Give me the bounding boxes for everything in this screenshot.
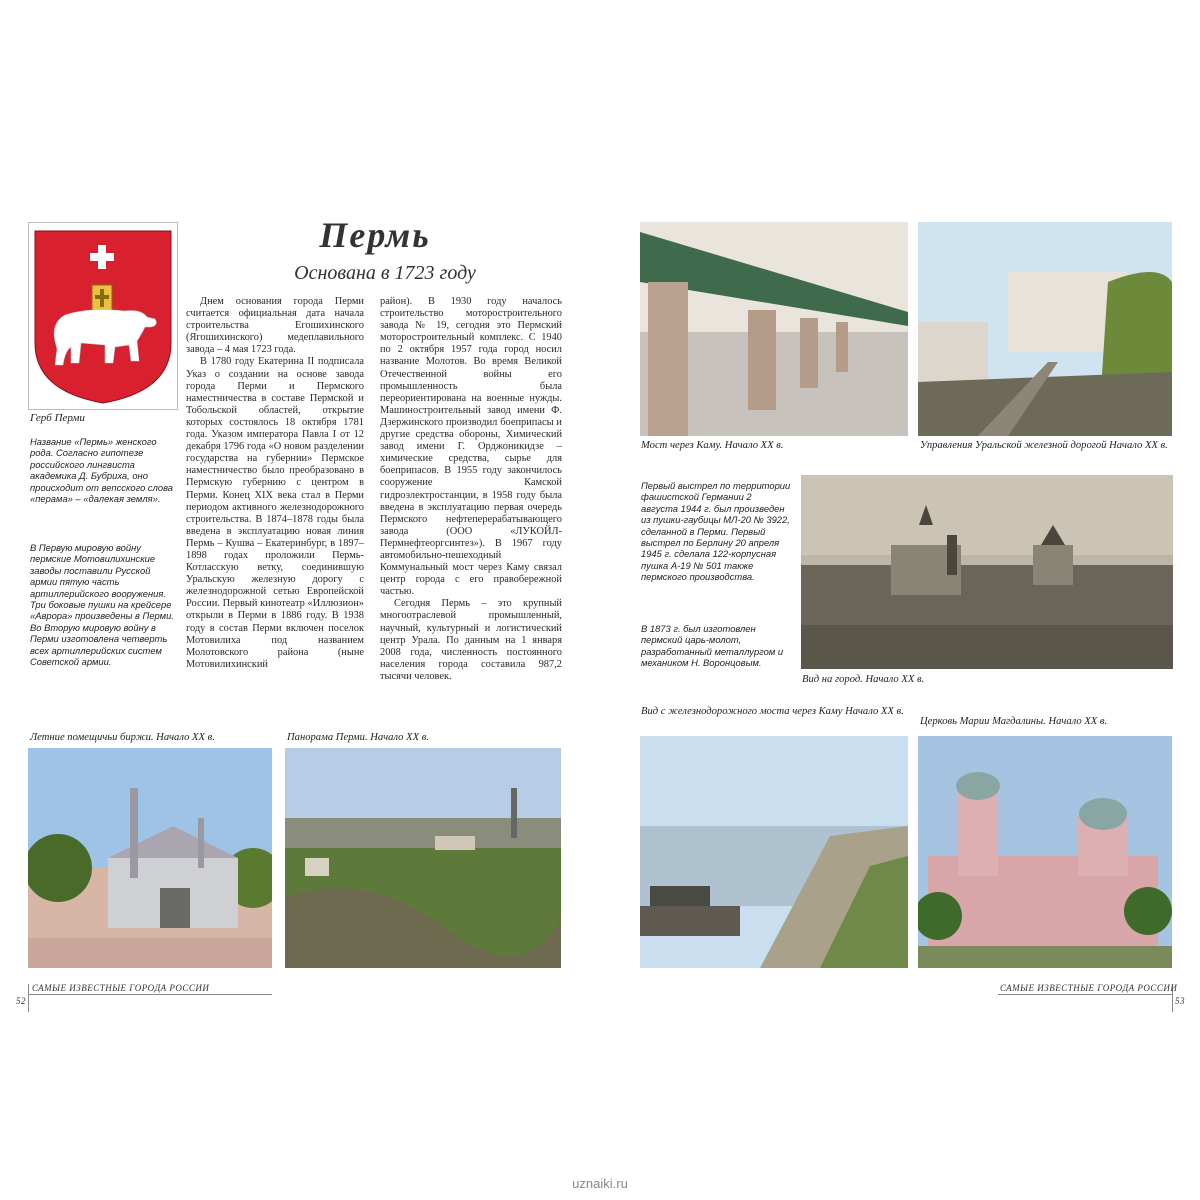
photo-pavilion — [28, 748, 272, 968]
photo-caption-panorama: Панорама Перми. Начало XX в. — [287, 732, 429, 743]
photo-church — [918, 736, 1172, 968]
footer-book-title-left: САМЫЕ ИЗВЕСТНЫЕ ГОРОДА РОССИИ — [32, 983, 210, 993]
body-column-1 — [186, 296, 364, 671]
photo-city-view — [801, 475, 1173, 669]
body-paragraph: район). В 1930 году началось строительство моторостроительного завода № 19, сегодня это Пермский моторостроительный комплекс. С 1940 по 2 октября 1957 года город носил название Молотов. Во время Великой Отечественной войны его промышленность была переориентирована на военные нужды. Машиностроительный завод имени Ф. Дзержинского производил боеприпасы и другие средства обороны, Химический завод имени Г. Орджоникидзе – химические средства, сырье для боеприпасов. В 1955 году закончилось сооружение Камской гидроэлектростанции, в 1958 году была введена в эксплуатацию первая очередь Пермского нефтеперерабатывающего завода (ООО «ЛУКОЙЛ-Пермнефтеоргсинтез»). В 1967 году автомобильно-пешеходный Коммунальный мост через Каму связал центр города с его правобережной частью. — [380, 296, 562, 598]
right-note-tsar-hammer: В 1873 г. был изготовлен пермский царь-молот, разработанный металлургом и механиком Н. Воронцовым. — [641, 623, 784, 669]
side-note-name-origin: Название «Пермь» женского рода. Согласно гипотезе российского лингвиста академика Д. Бубриха, оно происходит от вепсского слова «перама» – «далекая земля». — [30, 436, 174, 505]
photo-panorama — [285, 748, 561, 968]
coat-of-arms-image — [28, 222, 178, 410]
footer-page-number-right: 53 — [1175, 996, 1185, 1006]
footer-rule-right — [998, 994, 1172, 995]
page-subtitle: Основана в 1723 году — [294, 262, 476, 284]
photo-caption-bridge: Мост через Каму. Начало XX в. — [641, 440, 784, 451]
footer-rule-left — [28, 994, 272, 995]
photo-bridge — [640, 222, 908, 436]
photo-river-view — [640, 736, 908, 968]
body-paragraph: Сегодня Пермь – это крупный многоотраслевой промышленный, научный, культурный и логистический центр Урала. По данным на 1 января 2008 года, численность постоянного населения города составила 987,2 тысячи человек. — [380, 598, 562, 682]
page-title: Пермь — [319, 215, 431, 255]
body-paragraph: Днем основания города Перми считается официальная дата начала строительства Егошихинского (Ягошихинского) медеплавильного завода – 4 мая 1723 года. — [186, 296, 364, 356]
footer-vrule-left — [28, 984, 29, 1012]
body-paragraph: В 1780 году Екатерина II подписала Указ о создании на основе завода города Перми и Пермского наместничества в составе Пермской и Тобольской областей, открытие которых состоялось 18 октября 1781 года. Указом императора Павла I от 12 декабря 1796 года «О новом разделении государства на губернии» Пермское наместничество было преобразовано в Пермскую губернию с центром в Перми. Конец XIX века стал в Перми периодом активного железнодорожного строительства. В 1874–1878 годы была введена в эксплуатацию новая линия Пермь – Кушва – Екатеринбург, в 1897–1898 годах проложили Пермь-Котласскую ветку, соединившую Уральскую железную дорогу с железнодорожной сетью Европейской России. Первый кинотеатр «Иллюзион» открыли в Перми в 1886 году. В 1938 году в состав Перми включен поселок Мотовилиха под названием Молотовского района (ныне Мотовилихинский — [186, 356, 364, 670]
photo-caption-river-view: Вид с железнодорожного моста через Каму Начало XX в. — [641, 706, 904, 717]
photo-caption-railway-admin: Управления Уральской железной дорогой Начало XX в. — [920, 440, 1168, 451]
photo-caption-church: Церковь Марии Магдалины. Начало XX в. — [920, 716, 1108, 727]
right-note-first-shot: Первый выстрел по территории фашистской Германии 2 августа 1944 г. был произведен из пушки-гаубицы МЛ-20 № 3922, сделанной в Перми. Первый выстрел по Берлину 20 апреля 1945 г. сделала 122-корпусная пушка А-19 № 501 также пермского производства. — [641, 480, 791, 583]
coat-of-arms-caption: Герб Перми — [30, 412, 85, 424]
photo-caption-city-view: Вид на город. Начало XX в. — [802, 674, 925, 685]
body-column-2 — [380, 296, 562, 683]
photo-caption-pavilion: Летние помещичьи биржи. Начало XX в. — [30, 732, 215, 743]
footer-book-title-right: САМЫЕ ИЗВЕСТНЫЕ ГОРОДА РОССИИ — [1000, 983, 1178, 993]
side-note-artillery: В Первую мировую войну пермские Мотовилихинские заводы поставили Русской армии пятую часть артиллерийского вооружения. Три боковые пушки на крейсере «Аврора» произведены в Перми. Во Вторую мировую войну в Перми изготовлена четверть всех артиллерийских систем Советской армии. — [30, 542, 174, 668]
watermark: uznaiki.ru — [572, 1176, 628, 1191]
photo-railway-admin — [918, 222, 1172, 436]
footer-page-number-left: 52 — [16, 996, 26, 1006]
